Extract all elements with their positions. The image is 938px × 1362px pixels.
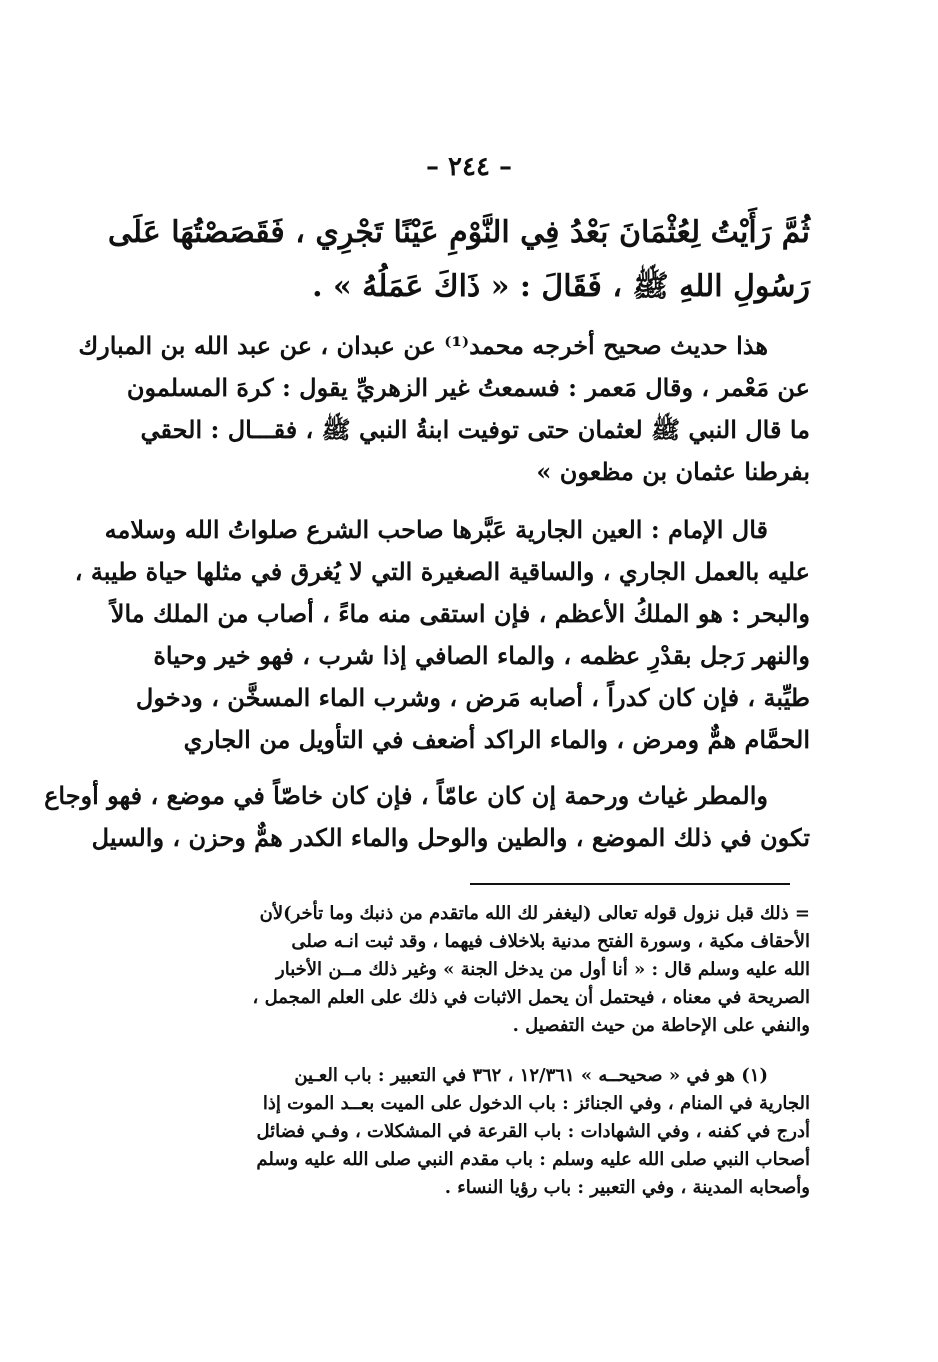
commentary-paragraph-3 xyxy=(44,776,810,860)
hadith-line: رَسُولِ اللهِ ﷺ ، فَقَالَ : « ذَاكَ عَمَلُهُ » . xyxy=(312,269,810,304)
footnotes xyxy=(118,900,810,1202)
footnote-line: الله عليه وسلم قال : « أنا أول من يدخل الجنة » وغير ذلك مــن الأخبار xyxy=(276,959,810,980)
footnote-line: الصريحة في معناه ، فيحتمل أن يحمل الاثبات في ذلك على العلم المجمل ، xyxy=(252,987,810,1008)
footnote-line: (١) هو في « صحيحــه » ١٢/٣٦١ ، ٣٦٢ في التعبير : باب العـين xyxy=(294,1065,768,1086)
footnote-line: الجارية في المنام ، وفي الجنائز : باب الدخول على الميت بعــد الموت إذا xyxy=(262,1093,810,1114)
paragraph-line: ما قال النبي ﷺ لعثمان حتى توفيت ابنةُ النبي ﷺ ، فقـــال : الحقي xyxy=(140,415,810,444)
commentary-paragraph-1 xyxy=(78,326,810,494)
footnote-separator xyxy=(470,883,790,885)
paragraph-line: تكون في ذلك الموضع ، والطين والوحل والماء الكدر همٌّ وحزن ، والسيل xyxy=(91,823,810,852)
footnote-line: وأصحابه المدينة ، وفي التعبير : باب رؤيا النساء . xyxy=(444,1177,810,1198)
paragraph-line: عن مَعْمر ، وقال مَعمر : فسمعتُ غير الزهريِّ يقول : كرهَ المسلمون xyxy=(126,373,810,402)
paragraph-line: طيِّبة ، فإن كان كدراً ، أصابه مَرض ، وشرب الماء المسخَّن ، ودخول xyxy=(135,683,810,712)
hadith-line: ثُمَّ رَأَيْتُ لِعُثْمَانَ بَعْدُ فِي النَّوْمِ عَيْنًا تَجْرِي ، فَقَصَصْتُهَا عَلَى xyxy=(107,215,810,250)
footnote-line: = ذلك قبل نزول قوله تعالى (ليغفر لك الله ماتقدم من ذنبك وما تأخر)لأن xyxy=(259,903,810,924)
paragraph-line: بفرطنا عثمان بن مظعون » xyxy=(536,457,810,486)
paragraph-line: هذا حديث صحيح أخرجه محمد⁽¹⁾ عن عبدان ، عن عبد الله بن المبارك xyxy=(78,331,768,360)
footnote-line: والنفي على الإحاطة من حيث التفصيل . xyxy=(512,1015,810,1036)
paragraph-line: والنهر رَجل بقدْرِ عظمه ، والماء الصافي إذا شرب ، فهو خير وحياة xyxy=(153,641,810,670)
paragraph-line: قال الإمام : العين الجارية عَبَّرها صاحب الشرع صلواتُ الله وسلامه xyxy=(104,515,768,544)
hadith-text xyxy=(107,206,810,314)
paragraph-line: والمطر غياث ورحمة إن كان عامّاً ، فإن كان خاصّاً في موضع ، فهو أوجاع xyxy=(44,781,768,810)
commentary-paragraph-2 xyxy=(74,510,810,762)
page-number: – ٢٤٤ – xyxy=(425,152,513,182)
paragraph-line: والبحر : هو الملكُ الأعظم ، فإن استقى منه ماءً ، أصاب من الملك مالاً xyxy=(110,599,810,628)
paragraph-line: الحمَّام همٌّ ومرض ، والماء الراكد أضعف في التأويل من الجاري xyxy=(183,725,810,754)
footnote-line: أصحاب النبي صلى الله عليه وسلم : باب مقدم النبي صلى الله عليه وسلم xyxy=(256,1149,810,1170)
footnote-line: أدرج في كفنه ، وفي الشهادات : باب القرعة في المشكلات ، وفـي فضائل xyxy=(256,1121,810,1142)
paragraph-line: عليه بالعمل الجاري ، والساقية الصغيرة التي لا يُغرق في مثلها حياة طيبة ، xyxy=(74,557,810,586)
footnote-line: الأحقاف مكية ، وسورة الفتح مدنية بلاخلاف فيهما ، وقد ثبت انـه صلى xyxy=(291,931,810,952)
